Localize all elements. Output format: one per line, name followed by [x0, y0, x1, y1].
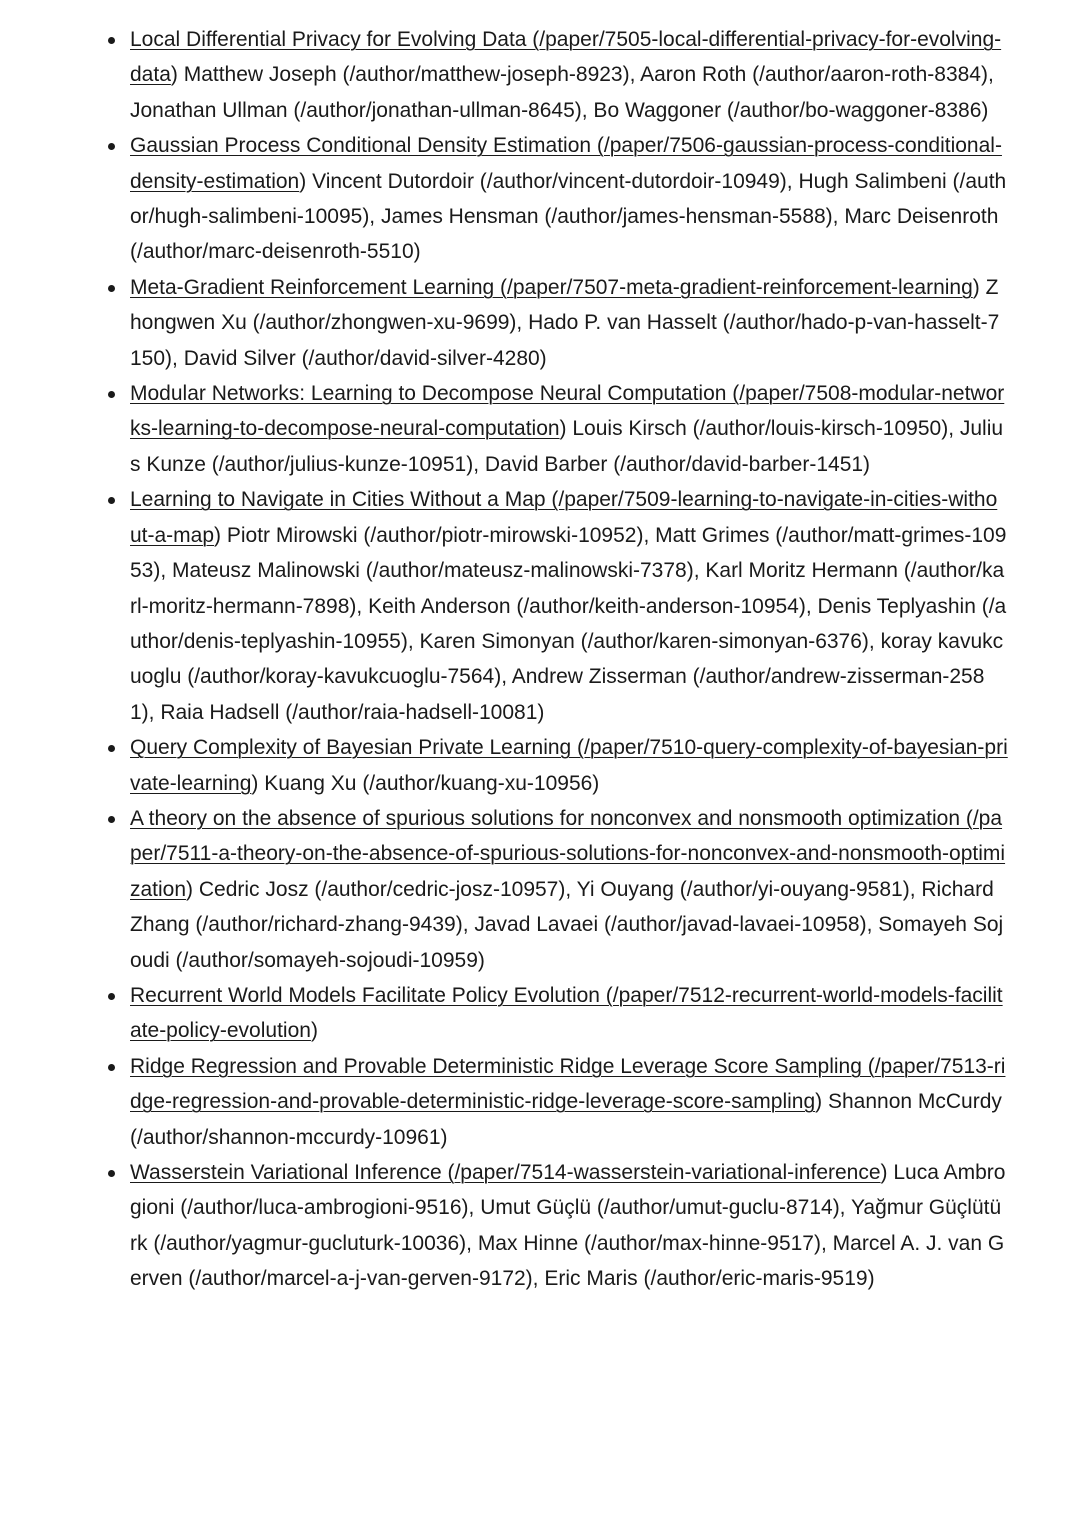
paper-authors: ) Zhongwen Xu (/author/zhongwen-xu-9699), Hado P. van Hasselt (/author/hado-p-van-hasselt-7150), David Silver (/author/david-silver-4280) — [130, 275, 1000, 370]
paper-link[interactable]: Learning to Navigate in Cities Without a Map (/paper/7509-learning-to-navigate-in-cities-without-a-map — [130, 488, 998, 547]
paper-link[interactable]: Wasserstein Variational Inference (/paper/7514-wasserstein-variational-inference — [130, 1161, 881, 1184]
paper-authors: ) Shannon McCurdy (/author/shannon-mccurdy-10961) — [130, 1090, 1002, 1149]
paper-link[interactable]: Query Complexity of Bayesian Private Learning (/paper/7510-query-complexity-of-bayesian-private-learning — [130, 736, 1008, 795]
paper-link[interactable]: Recurrent World Models Facilitate Policy Evolution (/paper/7512-recurrent-world-models-facilitate-policy-evolution — [130, 983, 1003, 1043]
paper-link[interactable]: A theory on the absence of spurious solutions for nonconvex and nonsmooth optimization (/paper/7511-a-theory-on-the-absence-of-spurious-solutions-for-nonconvex-and-nonsmooth-optimization — [130, 806, 1006, 901]
paper-authors: ) Kuang Xu (/author/kuang-xu-10956) — [251, 771, 600, 795]
paper-authors: ) Piotr Mirowski (/author/piotr-mirowski-10952), Matt Grimes (/author/matt-grimes-10953), Mateusz Malinowski (/author/mateusz-malinowski-7378), Karl Moritz Hermann (/author/karl-moritz-hermann-7898), Keith Anderson (/author/keith-anderson-10954), Denis Teplyashin (/author/denis-teplyashin-10955), Karen Simonyan (/author/karen-simonyan-6376), koray kavukcuoglu (/author/koray-kavukcuoglu-7564), Andrew Zisserman (/author/andrew-zisserman-2581), Raia Hadsell (/author/raia-hadsell-10081) — [130, 523, 1007, 724]
paper-authors: ) Matthew Joseph (/author/matthew-joseph-8923), Aaron Roth (/author/aaron-roth-8384), Jonathan Ullman (/author/jonathan-ullman-8645), Bo Waggoner (/author/bo-waggoner-8386) — [130, 63, 994, 122]
list-item — [0, 376, 1080, 482]
list-item — [0, 730, 1080, 801]
paper-link[interactable]: Ridge Regression and Provable Deterministic Ridge Leverage Score Sampling (/paper/7513-ridge-regression-and-provable-deterministic-ridge-leverage-score-sampling — [130, 1054, 1006, 1114]
list-item — [0, 482, 1080, 730]
list-item — [0, 270, 1080, 376]
paper-link[interactable]: Local Differential Privacy for Evolving Data (/paper/7505-local-differential-privacy-for-evolving-data — [130, 28, 1002, 87]
paper-authors: ) Louis Kirsch (/author/louis-kirsch-10950), Julius Kunze (/author/julius-kunze-10951), David Barber (/author/david-barber-1451) — [130, 417, 1004, 476]
list-item — [0, 128, 1080, 270]
paper-authors: ) Vincent Dutordoir (/author/vincent-dutordoir-10949), Hugh Salimbeni (/author/hugh-salimbeni-10095), James Hensman (/author/james-hensman-5588), Marc Deisenroth (/author/marc-deisenroth-5510) — [130, 169, 1007, 264]
paper-link[interactable]: Modular Networks: Learning to Decompose Neural Computation (/paper/7508-modular-networks-learning-to-decompose-neural-computation — [130, 382, 1005, 441]
paper-authors: ) Cedric Josz (/author/cedric-josz-10957), Yi Ouyang (/author/yi-ouyang-9581), Richard Zhang (/author/richard-zhang-9439), Javad Lavaei (/author/javad-lavaei-10958), Somayeh Sojoudi (/author/somayeh-sojoudi-10959) — [130, 877, 1004, 972]
paper-authors: ) — [310, 1019, 318, 1043]
list-item — [0, 1155, 1080, 1297]
list-item — [0, 22, 1080, 128]
list-item — [0, 801, 1080, 978]
list-item — [0, 1049, 1080, 1155]
list-item — [0, 978, 1080, 1049]
paper-link[interactable]: Gaussian Process Conditional Density Estimation (/paper/7506-gaussian-process-conditional-density-estimation — [130, 134, 1002, 193]
paper-link[interactable]: Meta-Gradient Reinforcement Learning (/paper/7507-meta-gradient-reinforcement-learning — [130, 275, 973, 299]
paper-authors: ) Luca Ambrogioni (/author/luca-ambrogioni-9516), Umut Güçlü (/author/umut-guclu-8714), Yağmur Güçlütürk (/author/yagmur-gucluturk-10036), Max Hinne (/author/max-hinne-9517), Marcel A. J. van Gerven (/author/marcel-a-j-van-gerven-9172), Eric Maris (/author/eric-maris-9519) — [130, 1161, 1006, 1291]
